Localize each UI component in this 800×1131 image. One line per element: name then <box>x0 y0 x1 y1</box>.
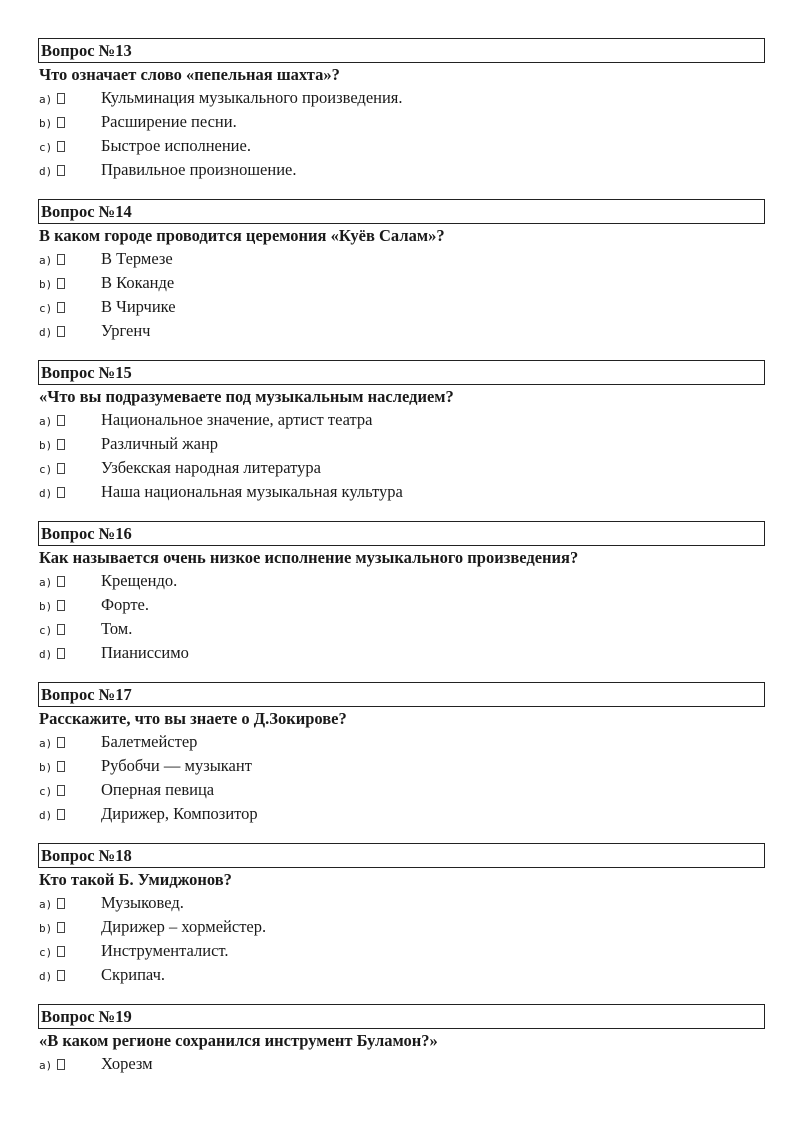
checkbox-icon[interactable] <box>57 1059 65 1070</box>
answer-option-c[interactable] <box>38 134 765 158</box>
answer-letter: c) <box>39 463 53 476</box>
checkbox-icon[interactable] <box>57 278 65 289</box>
answer-letter: a) <box>39 254 53 267</box>
answer-option-a[interactable] <box>38 247 765 271</box>
question-header: Вопрос №17 <box>38 682 765 707</box>
question-text: В каком городе проводится церемония «Куёв Салам»? <box>39 226 445 245</box>
answer-letter: a) <box>39 1059 53 1072</box>
answer-letter: d) <box>39 809 53 822</box>
checkbox-icon[interactable] <box>57 946 65 957</box>
question-18 <box>38 843 765 987</box>
answer-option-b[interactable] <box>38 110 765 134</box>
answer-text: Хорезм <box>101 1054 153 1073</box>
quiz-document <box>38 38 765 1076</box>
answer-option-a[interactable] <box>38 1052 765 1076</box>
checkbox-icon[interactable] <box>57 785 65 796</box>
answer-letter: a) <box>39 415 53 428</box>
spacer <box>38 504 765 521</box>
answer-letter: c) <box>39 302 53 315</box>
checkbox-icon[interactable] <box>57 576 65 587</box>
question-header: Вопрос №13 <box>38 38 765 63</box>
question-header: Вопрос №19 <box>38 1004 765 1029</box>
answer-option-d[interactable] <box>38 480 765 504</box>
answer-text: Крещендо. <box>101 571 178 590</box>
checkbox-icon[interactable] <box>57 648 65 659</box>
question-13 <box>38 38 765 182</box>
answer-text: Оперная певица <box>101 780 215 799</box>
checkbox-icon[interactable] <box>57 809 65 820</box>
spacer <box>38 987 765 1004</box>
answer-letter: c) <box>39 946 53 959</box>
answer-option-c[interactable] <box>38 778 765 802</box>
answer-text: В Чирчике <box>101 297 176 316</box>
answer-text: Музыковед. <box>101 893 184 912</box>
checkbox-icon[interactable] <box>57 326 65 337</box>
answer-option-a[interactable] <box>38 569 765 593</box>
checkbox-icon[interactable] <box>57 141 65 152</box>
answer-option-c[interactable] <box>38 295 765 319</box>
question-16 <box>38 521 765 665</box>
answer-text: Различный жанр <box>101 434 219 453</box>
answer-option-d[interactable] <box>38 158 765 182</box>
answer-text: Ургенч <box>101 321 151 340</box>
spacer <box>38 182 765 199</box>
checkbox-icon[interactable] <box>57 487 65 498</box>
question-text: «В каком регионе сохранился инструмент Буламон?» <box>39 1031 438 1050</box>
checkbox-icon[interactable] <box>57 93 65 104</box>
answer-text: Скрипач. <box>101 965 166 984</box>
answer-text: Быстрое исполнение. <box>101 136 251 155</box>
answer-letter: c) <box>39 785 53 798</box>
question-17 <box>38 682 765 826</box>
answer-text: Балетмейстер <box>101 732 198 751</box>
answer-letter: b) <box>39 278 53 291</box>
checkbox-icon[interactable] <box>57 761 65 772</box>
answer-text: Дирижер – хормейстер. <box>101 917 267 936</box>
question-header: Вопрос №15 <box>38 360 765 385</box>
checkbox-icon[interactable] <box>57 415 65 426</box>
answer-text: Правильное произношение. <box>101 160 297 179</box>
spacer <box>38 826 765 843</box>
checkbox-icon[interactable] <box>57 254 65 265</box>
answer-option-b[interactable] <box>38 432 765 456</box>
answer-option-b[interactable] <box>38 593 765 617</box>
answer-option-b[interactable] <box>38 271 765 295</box>
answer-text: Наша национальная музыкальная культура <box>101 482 403 501</box>
checkbox-icon[interactable] <box>57 600 65 611</box>
answer-option-d[interactable] <box>38 963 765 987</box>
answer-option-c[interactable] <box>38 617 765 641</box>
answer-option-d[interactable] <box>38 802 765 826</box>
answer-text: Узбекская народная литература <box>101 458 321 477</box>
question-header: Вопрос №16 <box>38 521 765 546</box>
answer-letter: a) <box>39 737 53 750</box>
question-header: Вопрос №14 <box>38 199 765 224</box>
answer-option-a[interactable] <box>38 891 765 915</box>
checkbox-icon[interactable] <box>57 970 65 981</box>
answer-letter: b) <box>39 922 53 935</box>
answer-letter: b) <box>39 600 53 613</box>
answer-text: В Термезе <box>101 249 173 268</box>
checkbox-icon[interactable] <box>57 302 65 313</box>
question-text: Расскажите, что вы знаете о Д.Зокирове? <box>39 709 347 728</box>
checkbox-icon[interactable] <box>57 898 65 909</box>
answer-letter: d) <box>39 970 53 983</box>
answer-letter: d) <box>39 487 53 500</box>
answer-letter: b) <box>39 117 53 130</box>
question-14 <box>38 199 765 343</box>
answer-text: Национальное значение, артист театра <box>101 410 373 429</box>
checkbox-icon[interactable] <box>57 737 65 748</box>
answer-letter: c) <box>39 624 53 637</box>
answer-letter: a) <box>39 93 53 106</box>
answer-text: Том. <box>101 619 133 638</box>
answer-text: Инструменталист. <box>101 941 229 960</box>
question-text: «Что вы подразумеваете под музыкальным наследием? <box>39 387 454 406</box>
answer-option-b[interactable] <box>38 915 765 939</box>
checkbox-icon[interactable] <box>57 624 65 635</box>
checkbox-icon[interactable] <box>57 922 65 933</box>
answer-letter: b) <box>39 761 53 774</box>
question-text: Что означает слово «пепельная шахта»? <box>39 65 340 84</box>
question-text: Как называется очень низкое исполнение музыкального произведения? <box>39 548 579 567</box>
checkbox-icon[interactable] <box>57 463 65 474</box>
answer-option-c[interactable] <box>38 939 765 963</box>
spacer <box>38 343 765 360</box>
answer-text: Кульминация музыкального произведения. <box>101 88 403 107</box>
answer-text: Рубобчи — музыкант <box>101 756 252 775</box>
answer-letter: c) <box>39 141 53 154</box>
answer-text: Расширение песни. <box>101 112 237 131</box>
answer-text: Форте. <box>101 595 149 614</box>
answer-text: В Коканде <box>101 273 175 292</box>
question-header: Вопрос №18 <box>38 843 765 868</box>
question-19 <box>38 1004 765 1076</box>
question-text: Кто такой Б. Умиджонов? <box>39 870 232 889</box>
answer-option-c[interactable] <box>38 456 765 480</box>
answer-letter: a) <box>39 898 53 911</box>
answer-letter: d) <box>39 648 53 661</box>
checkbox-icon[interactable] <box>57 117 65 128</box>
answer-letter: b) <box>39 439 53 452</box>
answer-letter: d) <box>39 326 53 339</box>
checkbox-icon[interactable] <box>57 439 65 450</box>
answer-text: Пианиссимо <box>101 643 189 662</box>
answer-option-a[interactable] <box>38 730 765 754</box>
answer-option-d[interactable] <box>38 319 765 343</box>
answer-letter: a) <box>39 576 53 589</box>
answer-option-d[interactable] <box>38 641 765 665</box>
answer-option-b[interactable] <box>38 754 765 778</box>
question-15 <box>38 360 765 504</box>
spacer <box>38 665 765 682</box>
answer-text: Дирижер, Композитор <box>101 804 258 823</box>
answer-option-a[interactable] <box>38 408 765 432</box>
answer-letter: d) <box>39 165 53 178</box>
checkbox-icon[interactable] <box>57 165 65 176</box>
answer-option-a[interactable] <box>38 86 765 110</box>
